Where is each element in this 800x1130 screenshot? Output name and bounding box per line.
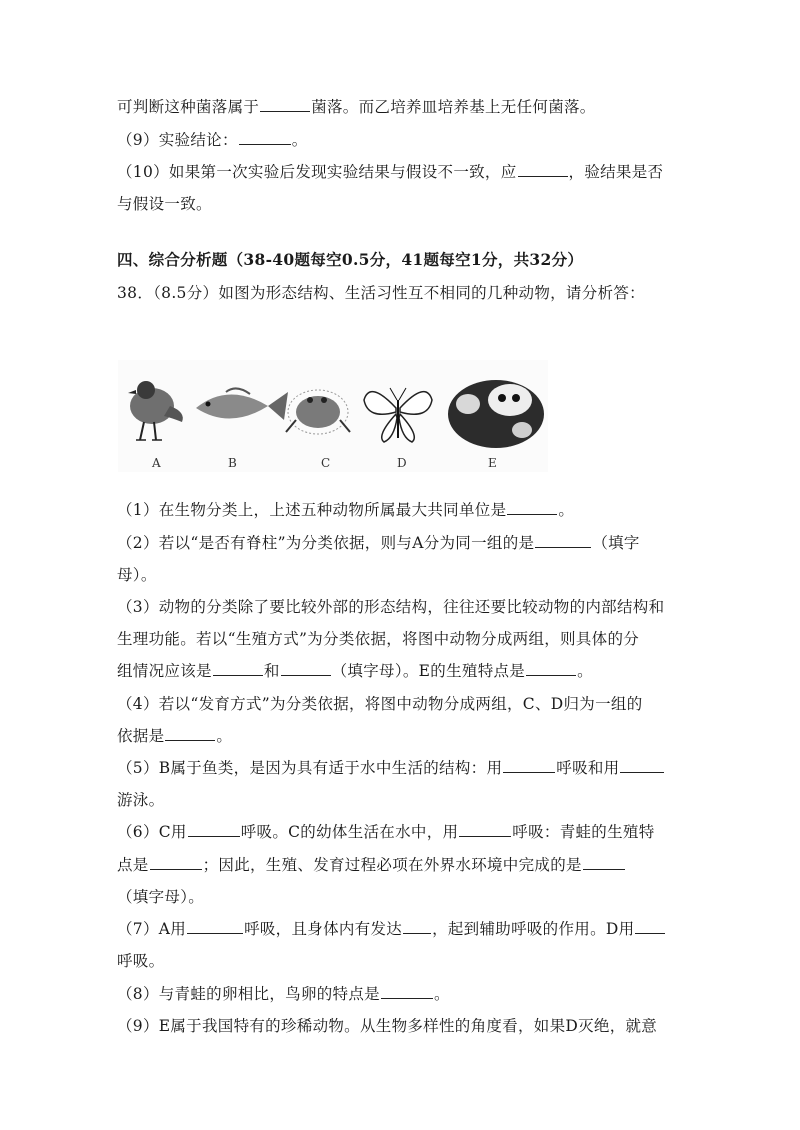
text: 。	[216, 727, 233, 745]
text: （6）C用	[117, 823, 187, 841]
text: （1）在生物分类上，上述五种动物所属最大共同单位是	[117, 501, 507, 519]
answer-blank[interactable]	[381, 984, 433, 999]
answer-blank[interactable]	[150, 855, 202, 870]
text: （7）A用	[117, 920, 187, 938]
text-line	[117, 194, 212, 214]
answer-blank[interactable]	[459, 822, 511, 837]
text-line	[117, 855, 626, 875]
answer-blank[interactable]	[518, 162, 568, 177]
text-line	[117, 533, 640, 553]
figure-label-d: D	[397, 456, 407, 470]
text-line	[117, 565, 157, 585]
text: （填字母）。E的生殖特点是	[331, 662, 526, 680]
text-line	[117, 822, 655, 842]
text: 母）。	[117, 566, 157, 584]
text-line	[117, 790, 164, 810]
text: 呼吸。C的幼体生活在水中，用	[240, 823, 459, 841]
text-line	[117, 661, 593, 681]
answer-blank[interactable]	[213, 661, 263, 676]
text: 与假设一致。	[117, 195, 212, 213]
answer-blank[interactable]	[187, 919, 243, 934]
panda-illustration	[448, 380, 544, 448]
text: 。	[558, 501, 575, 519]
text: 呼吸，且身体内有发达	[244, 920, 403, 938]
text-line	[117, 951, 164, 971]
text-line	[117, 758, 665, 778]
text: （5）B属于鱼类，是因为具有适于水中生活的结构：用	[117, 759, 503, 777]
text: ；因此，生殖、发育过程必项在外界水环境中完成的是	[202, 856, 582, 874]
text: （8）与青蛙的卵相比，鸟卵的特点是	[117, 985, 380, 1003]
text-line	[117, 694, 643, 714]
text: 生理功能。若以“生殖方式”为分类依据，将图中动物分成两组，则具体的分	[117, 630, 640, 648]
text-line	[117, 130, 308, 150]
figure-label-b: B	[228, 456, 237, 470]
text: ，验结果是否	[568, 163, 664, 181]
text-line	[117, 1016, 657, 1036]
answer-blank[interactable]	[535, 533, 591, 548]
text: 。	[433, 985, 450, 1003]
text: 呼吸：青蛙的生殖特	[512, 823, 655, 841]
question-38-stem: 38．（8.5分）如图为形态结构、生活习性互不相同的几种动物，请分析答：	[117, 284, 645, 302]
answer-blank[interactable]	[635, 919, 665, 934]
figure-label-e: E	[488, 456, 497, 470]
text-line	[117, 500, 574, 520]
section-heading: 四、综合分析题（38-40题每空0.5分，41题每空1分，共32分）	[117, 250, 584, 269]
text: 呼吸。	[117, 952, 165, 970]
answer-blank[interactable]	[403, 919, 431, 934]
animals-figure	[118, 360, 548, 472]
text: （填字母）。	[117, 888, 205, 906]
text-line	[117, 629, 639, 649]
figure-label-c: C	[321, 456, 331, 470]
answer-blank[interactable]	[239, 130, 291, 145]
answer-blank[interactable]	[526, 661, 576, 676]
answer-blank[interactable]	[165, 726, 215, 741]
text: 菌落。而乙培养皿培养基上无任何菌落。	[311, 98, 596, 116]
text: 。	[291, 131, 308, 149]
text-line	[117, 97, 596, 117]
text: 点是	[117, 856, 149, 874]
text: 组情况应该是	[117, 662, 212, 680]
answer-blank[interactable]	[507, 500, 557, 515]
text: （10）如果第一次实验后发现实验结果与假设不一致，应	[117, 163, 517, 181]
text: ，起到辅助呼吸的作用。D用	[432, 920, 635, 938]
text-line	[117, 597, 664, 617]
text-line	[117, 919, 666, 939]
text: 。	[577, 662, 593, 680]
text: （4）若以“发育方式”为分类依据，将图中动物分成两组，C、D归为一组的	[117, 695, 643, 713]
answer-blank[interactable]	[281, 661, 331, 676]
text: （2）若以“是否有脊柱”为分类依据，则与A分为同一组的是	[117, 534, 535, 552]
answer-blank[interactable]	[188, 822, 240, 837]
answer-blank[interactable]	[503, 758, 555, 773]
text: 呼吸和用	[556, 759, 620, 777]
text: （3）动物的分类除了要比较外部的形态结构，往往还要比较动物的内部结构和	[117, 598, 665, 616]
answer-blank[interactable]	[583, 855, 625, 870]
text: （9）实验结论：	[117, 131, 238, 149]
text: （9）E属于我国特有的珍稀动物。从生物多样性的角度看，如果D灭绝，就意	[117, 1017, 658, 1035]
text-line	[117, 984, 450, 1004]
text: 游泳。	[117, 791, 165, 809]
text-line	[117, 162, 663, 182]
answer-blank[interactable]	[260, 97, 310, 112]
text: （填字	[592, 534, 640, 552]
text-line	[117, 726, 232, 746]
answer-blank[interactable]	[620, 758, 664, 773]
text: 可判断这种菌落属于	[117, 98, 260, 116]
text-line	[117, 887, 204, 907]
text: 依据是	[117, 727, 165, 745]
text: 和	[263, 662, 280, 680]
figure-label-a: A	[152, 456, 161, 470]
